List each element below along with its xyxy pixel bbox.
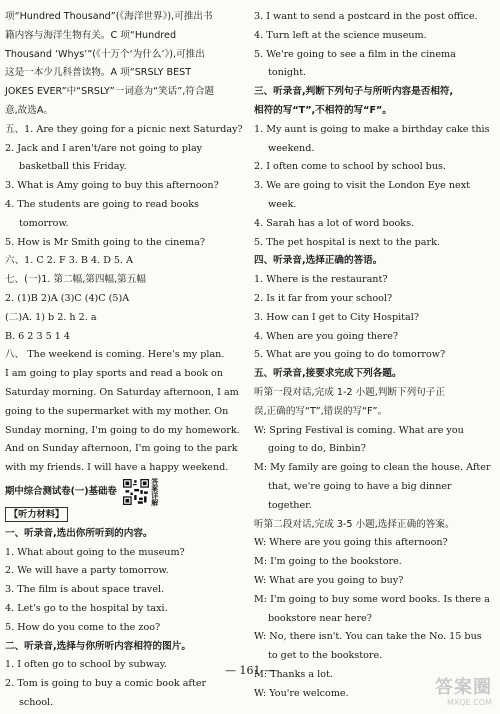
listening-tag: 【听力材料】 bbox=[5, 507, 68, 522]
text-line: school. bbox=[19, 696, 54, 708]
text-line: 1. I often go to school by subway. bbox=[5, 659, 167, 671]
watermark-url: MXQE.COM bbox=[446, 698, 492, 707]
text-line: 2. (1)B 2)A (3)C (4)C (5)A bbox=[5, 292, 130, 304]
text-line: And on Sunday afternoon, I'm going to the park bbox=[5, 443, 238, 455]
answer-section bbox=[5, 8, 243, 478]
text-line: Saturday morning. On Saturday afternoon, I am bbox=[5, 386, 239, 398]
qr-code-icon[interactable] bbox=[123, 479, 149, 505]
text-line: 5. The pet hospital is next to the park. bbox=[254, 236, 440, 248]
text-line: with my friends. I will have a happy weekend. bbox=[5, 462, 229, 474]
text-line: 一、听录音,选出你所听到的内容。 bbox=[5, 527, 153, 539]
watermark-text: 答案圈 bbox=[435, 677, 492, 698]
text-line: W: No, there isn't. You can take the No. 15 bus bbox=[254, 631, 482, 643]
text-line: W: You're welcome. bbox=[254, 687, 349, 699]
text-line: 4. Sarah has a lot of word books. bbox=[254, 217, 415, 229]
text-line: 2. I often come to school by school bus. bbox=[254, 161, 446, 173]
text-line: bookstore near here? bbox=[268, 612, 372, 624]
text-line: 3. The film is about space travel. bbox=[5, 584, 165, 596]
text-line: M: Thanks a lot. bbox=[254, 668, 333, 680]
text-line: 五、1. Are they going for a picnic next Saturday? bbox=[5, 123, 243, 135]
text-line: 3. I want to send a postcard in the post office. bbox=[254, 11, 478, 22]
text-line: week. bbox=[268, 198, 297, 210]
text-line: 3. What is Amy going to buy this afternoon? bbox=[5, 180, 219, 192]
text-line: 二、听录音,选择与你所听内容相符的图片。 bbox=[5, 640, 191, 652]
text-line: that, we're going to have a big dinner bbox=[268, 480, 452, 492]
text-line: JOKES EVER”中“SRSLY”一词意为“笑话”,符合题 bbox=[5, 86, 215, 98]
text-line: tonight. bbox=[268, 67, 307, 79]
text-line: 五、听录音,接要求完成下列各题。 bbox=[254, 368, 402, 380]
page-number: — 161 — bbox=[225, 664, 275, 677]
text-line: 5. We're going to see a film in the cinema bbox=[254, 48, 456, 60]
listening-section bbox=[5, 525, 238, 713]
text-line: 5. How do you come to the zoo? bbox=[5, 621, 161, 633]
text-line: 意,故选A。 bbox=[5, 104, 53, 116]
text-line: 听第一段对话,完成 1-2 小题,判断下列句子正 bbox=[254, 386, 445, 398]
left-column bbox=[5, 8, 243, 713]
text-line: W: Where are you going this afternoon? bbox=[254, 537, 448, 549]
text-line: 1. My aunt is going to make a birthday cake this bbox=[254, 123, 490, 135]
text-line: 项“Hundred Thousand”(《海洋世界》),可推出书 bbox=[5, 11, 213, 22]
text-line: I am going to play sports and read a book on bbox=[5, 368, 223, 380]
text-line: 4. The students are going to read books bbox=[5, 198, 199, 210]
text-line: 这是一本少儿科普读物。A 项“SRSLY BEST bbox=[5, 67, 192, 79]
text-line: 2. Tom is going to buy a comic book after bbox=[5, 678, 207, 690]
text-line: 三、听录音,判断下列句子与所听内容是否相符, bbox=[254, 86, 454, 98]
text-line: M: My family are going to clean the house. After bbox=[254, 462, 491, 474]
text-line: 八、 The weekend is coming. Here's my plan. bbox=[5, 349, 225, 361]
text-line: Thousand ‘Whys’”(《十万个‘为什么’》),可推出 bbox=[5, 48, 205, 60]
text-line: weekend. bbox=[268, 142, 315, 154]
listening-tag-row bbox=[5, 506, 238, 525]
qr-block[interactable] bbox=[123, 478, 159, 506]
text-line: 六、1. C 2. F 3. B 4. D 5. A bbox=[5, 255, 134, 267]
text-line: 误,正确的写“T”,错误的写“F”。 bbox=[254, 405, 388, 417]
right-column bbox=[254, 8, 494, 703]
text-line: M: I'm going to buy some word books. Is there a bbox=[254, 593, 490, 605]
text-line: 1. What about going to the museum? bbox=[5, 546, 185, 558]
text-line: (二)A. 1) b 2. h 2. a bbox=[5, 311, 97, 323]
text-line: 3. How can I get to City Hospital? bbox=[254, 311, 419, 323]
text-line: Sunday morning, I'm going to do my homework. bbox=[5, 424, 240, 436]
text-line: basketball this Friday. bbox=[19, 161, 127, 173]
text-line: 相符的写“T”,不相符的写“F”。 bbox=[254, 104, 392, 116]
listening-continued bbox=[254, 8, 494, 703]
text-line: B. 6 2 3 5 1 4 bbox=[5, 330, 71, 342]
text-line: 3. We are going to visit the London Eye next bbox=[254, 180, 470, 192]
text-line: 籍内容与海洋生物有关。C 项“Hundred bbox=[5, 29, 177, 41]
exam-title: 期中综合测试卷(一)基础卷 bbox=[5, 485, 117, 497]
text-line: going to the supermarket with my mother. On bbox=[5, 405, 229, 417]
text-line: W: What are you going to buy? bbox=[254, 574, 404, 586]
text-line: to get to the bookstore. bbox=[268, 650, 383, 662]
text-line: 4. Let's go to the hospital by taxi. bbox=[5, 602, 168, 614]
text-line: 4. When are you going there? bbox=[254, 330, 399, 342]
text-line: 5. What are you going to do tomorrow? bbox=[254, 349, 446, 361]
text-line: 2. We will have a party tomorrow. bbox=[5, 565, 169, 577]
text-line: going to do, Binbin? bbox=[268, 443, 366, 455]
text-line: 4. Turn left at the science museum. bbox=[254, 29, 427, 41]
text-line: M: I'm going to the bookstore. bbox=[254, 556, 402, 568]
text-line: tomorrow. bbox=[19, 217, 69, 229]
text-line: 四、听录音,选择正确的答语。 bbox=[254, 255, 383, 267]
text-line: 1. Where is the restaurant? bbox=[254, 274, 388, 286]
qr-label: 答案详解 bbox=[150, 477, 159, 506]
text-line: 2. Is it far from your school? bbox=[254, 292, 393, 304]
text-line: W: Spring Festival is coming. What are you bbox=[254, 424, 464, 436]
watermark-logo bbox=[435, 678, 492, 708]
text-line: 2. Jack and I aren't/are not going to play bbox=[5, 142, 203, 154]
exam-title-row bbox=[5, 478, 238, 506]
text-line: together. bbox=[268, 499, 312, 511]
text-line: 听第二段对话,完成 3-5 小题,选择正确的答案。 bbox=[254, 518, 455, 530]
text-line: 5. How is Mr Smith going to the cinema? bbox=[5, 236, 205, 248]
text-line: 七、(一)1. 第二幅,第四幅,第五幅 bbox=[5, 274, 146, 286]
